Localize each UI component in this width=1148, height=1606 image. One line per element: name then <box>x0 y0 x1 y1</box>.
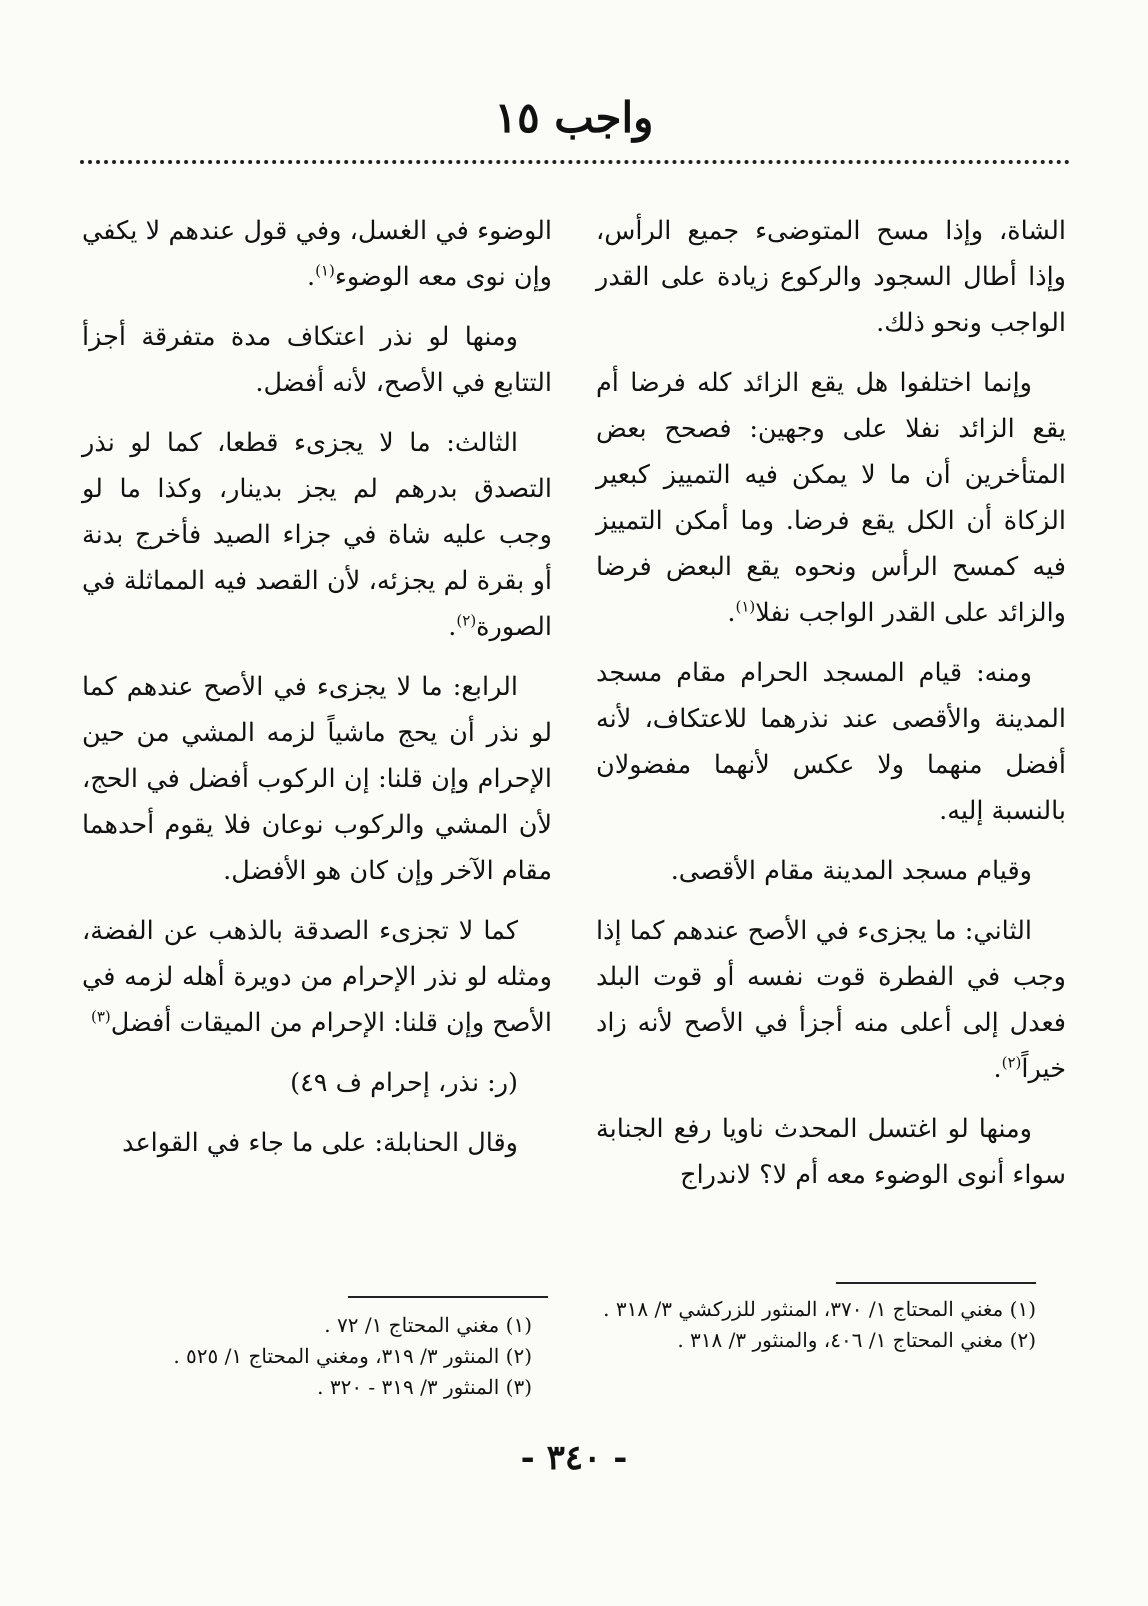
right-column <box>596 208 1066 1212</box>
footnotes-left <box>62 1310 532 1403</box>
footnote-item: (٢) المنثور ٣/ ٣١٩، ومغني المحتاج ١/ ٥٢٥ . <box>173 1344 532 1368</box>
footnote-rule-left <box>348 1296 548 1298</box>
header-dotted-rule <box>80 160 1070 164</box>
right-paragraph-6: ومنها لو اغتسل المحدث ناويا رفع الجنابة سواء أنوى الوضوء معه أم لا؟ لاندراج <box>596 1114 1066 1190</box>
footnote-item: (١) مغني المحتاج ١/ ٣٧٠، المنثور للزركشي ٣/ ٣١٨ . <box>603 1297 1036 1321</box>
footnote-rule-right <box>836 1282 1036 1284</box>
left-column <box>82 208 552 1180</box>
footnote-ref: (٢) <box>1001 1053 1022 1072</box>
footnote-ref: (١) <box>315 261 335 280</box>
left-paragraph-1: الوضوء في الغسل، وفي قول عندهم لا يكفي وإن نوى معه الوضوء$^{(١)}$. <box>82 216 552 292</box>
left-paragraph-5: كما لا تجزىء الصدقة بالذهب عن الفضة، ومثله لو نذر الإحرام من دويرة أهله لزمه في الأصح وإن قلنا: الإحرام من الميقات أفضل$^{(٣)}$ <box>82 916 552 1038</box>
right-paragraph-3: ومنه: قيام المسجد الحرام مقام مسجد المدينة والأقصى عند نذرهما للاعتكاف، لأنه أفضل منهما ولا عكس لأنهما مفضولان بالنسبة إليه. <box>596 658 1066 826</box>
footnote-item: (٣) المنثور ٣/ ٣١٩ - ٣٢٠ . <box>317 1375 532 1399</box>
right-paragraph-5: الثاني: ما يجزىء في الأصح عندهم كما إذا وجب في الفطرة قوت نفسه أو قوت البلد فعدل إلى أعلى منه أجزأ في الأصح لأنه زاد خيراً$^{(٢)}$. <box>596 916 1066 1084</box>
page-header-title: واجب ١٥ <box>494 93 654 142</box>
right-paragraph-2: وإنما اختلفوا هل يقع الزائد كله فرضا أم يقع الزائد نفلا على وجهين: فصحح بعض المتأخرين أن ما لا يمكن فيه التمييز كبعير الزكاة أن الكل يقع فرضا. وما أمكن التمييز فيه كمسح الرأس ونحوه يقع البعض فرضا والزائد على القدر الواجب نفلا$^{(١)}$. <box>596 368 1066 628</box>
left-paragraph-6: (ر: نذر، إحرام ف ٤٩) <box>290 1068 518 1098</box>
footnote-ref: (٢) <box>456 611 477 630</box>
footnote-item: (١) مغني المحتاج ١/ ٧٢ . <box>324 1313 532 1337</box>
footnote-item: (٢) مغني المحتاج ١/ ٤٠٦، والمنثور ٣/ ٣١٨ . <box>677 1328 1036 1352</box>
footnotes-right <box>566 1294 1036 1356</box>
left-paragraph-2: ومنها لو نذر اعتكاف مدة متفرقة أجزأ التتابع في الأصح، لأنه أفضل. <box>82 322 552 398</box>
footnote-ref: (١) <box>735 597 756 616</box>
page-number: - ٣٤٠ - <box>520 1438 628 1478</box>
right-paragraph-1: الشاة، وإذا مسح المتوضىء جميع الرأس، وإذا أطال السجود والركوع زيادة على القدر الواجب ونحو ذلك. <box>596 216 1066 338</box>
right-paragraph-4: وقيام مسجد المدينة مقام الأقصى. <box>670 856 1032 886</box>
left-paragraph-7: وقال الحنابلة: على ما جاء في القواعد <box>122 1128 518 1158</box>
left-paragraph-3: الثالث: ما لا يجزىء قطعا، كما لو نذر التصدق بدرهم لم يجز بدينار، وكذا ما لو وجب عليه شاة في جزاء الصيد فأخرج بدنة أو بقرة لم يجزئه، لأن القصد فيه المماثلة في الصورة$^{(٢)}$. <box>82 428 552 642</box>
footnote-ref: (٣) <box>90 1007 111 1026</box>
left-paragraph-4: الرابع: ما لا يجزىء في الأصح عندهم كما لو نذر أن يحج ماشياً لزمه المشي من حين الإحرام وإن قلنا: إن الركوب أفضل في الحج، لأن المشي والركوب نوعان فلا يقوم أحدهما مقام الآخر وإن كان هو الأفضل. <box>82 672 552 886</box>
